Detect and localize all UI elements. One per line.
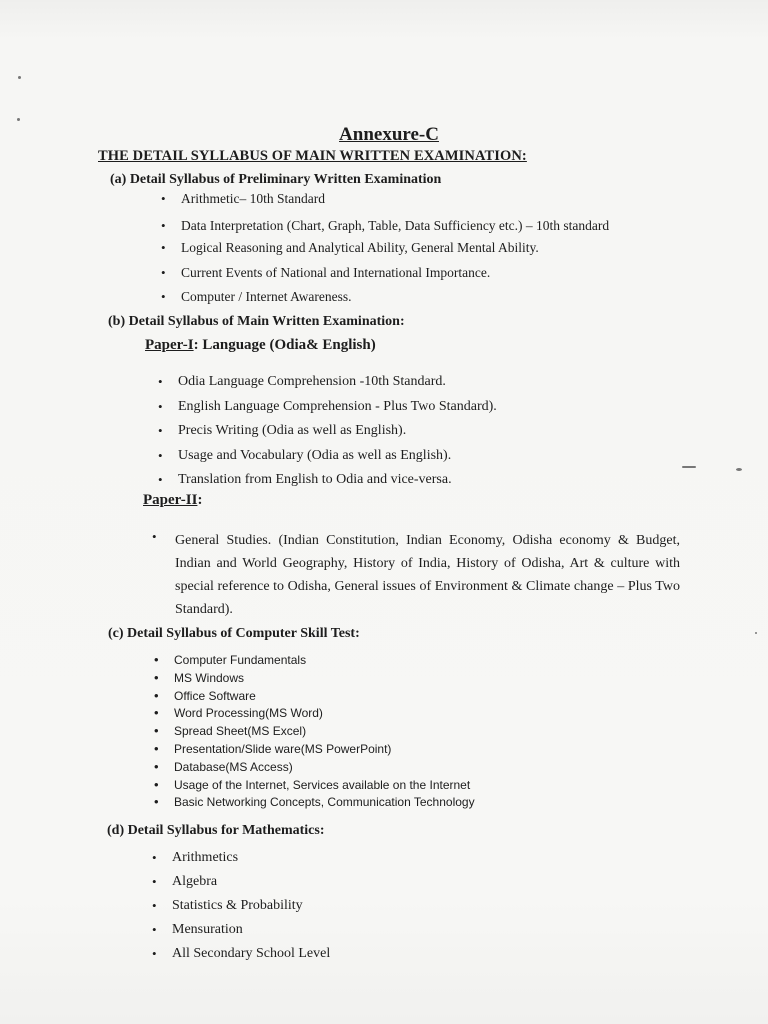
scan-speck [18, 76, 21, 79]
section-c-heading: (c) Detail Syllabus of Computer Skill Test: [108, 626, 360, 641]
section-a-heading: (a) Detail Syllabus of Preliminary Written Examination [110, 172, 442, 187]
paper1-heading [145, 337, 376, 354]
list-item: • Usage of the Internet, Services available on the Internet [174, 777, 475, 795]
list-item: • Logical Reasoning and Analytical Ability, General Mental Ability. [181, 238, 609, 263]
list-item: • Statistics & Probability [172, 896, 330, 920]
list-item: • Data Interpretation (Chart, Graph, Table, Data Sufficiency etc.) – 10th standard [181, 216, 609, 241]
paper1-label: Paper-I [145, 337, 194, 353]
list-item: • Algebra [172, 872, 330, 896]
list-item: • Odia Language Comprehension -10th Standard. [178, 372, 497, 397]
scan-speck [755, 632, 757, 634]
section-c-list [174, 652, 475, 812]
paper2-general-studies: General Studies. (Indian Constitution, Indian Economy, Odisha economy & Budget, Indian and World Geography, History of India, History of Odisha, Art & culture with special reference to Odisha, General issues of Environment & Climate change – Plus Two Standard). [175, 533, 680, 617]
page-title: Annexure-C [339, 124, 439, 145]
list-item: • Arithmetic– 10th Standard [181, 189, 609, 214]
section-d-list [172, 848, 330, 968]
scan-speck [17, 118, 20, 121]
section-d-heading: (d) Detail Syllabus for Mathematics: [107, 823, 325, 838]
list-item: • Arithmetics [172, 848, 330, 872]
list-item: • Database(MS Access) [174, 759, 475, 777]
page-subtitle: THE DETAIL SYLLABUS OF MAIN WRITTEN EXAMINATION: [98, 148, 527, 164]
list-item: • Computer / Internet Awareness. [181, 287, 609, 312]
list-item: • Basic Networking Concepts, Communication Technology [174, 794, 475, 812]
list-item: • Translation from English to Odia and vice-versa. [178, 470, 497, 495]
list-item: • Precis Writing (Odia as well as English). [178, 421, 497, 446]
list-item: • Spread Sheet(MS Excel) [174, 723, 475, 741]
paper2-label: Paper-II [143, 492, 198, 508]
section-a-list [181, 189, 609, 312]
list-item: • Computer Fundamentals [174, 652, 475, 670]
paper2-heading [143, 492, 202, 509]
scan-speck [736, 468, 742, 471]
list-item: • All Secondary School Level [172, 944, 330, 968]
list-item: • Mensuration [172, 920, 330, 944]
paper1-list [178, 372, 497, 495]
list-item: • English Language Comprehension - Plus Two Standard). [178, 397, 497, 422]
list-item: • Usage and Vocabulary (Odia as well as English). [178, 446, 497, 471]
list-item: • Presentation/Slide ware(MS PowerPoint) [174, 741, 475, 759]
bullet: • [152, 529, 157, 544]
list-item: • MS Windows [174, 670, 475, 688]
list-item: • Current Events of National and International Importance. [181, 263, 609, 288]
list-item: • Office Software [174, 688, 475, 706]
list-item: • Word Processing(MS Word) [174, 705, 475, 723]
scan-speck [682, 466, 696, 468]
paper2-colon: : [197, 492, 203, 508]
paper1-title: : Language (Odia& English) [193, 337, 376, 353]
section-b-heading: (b) Detail Syllabus of Main Written Examination: [108, 314, 405, 329]
